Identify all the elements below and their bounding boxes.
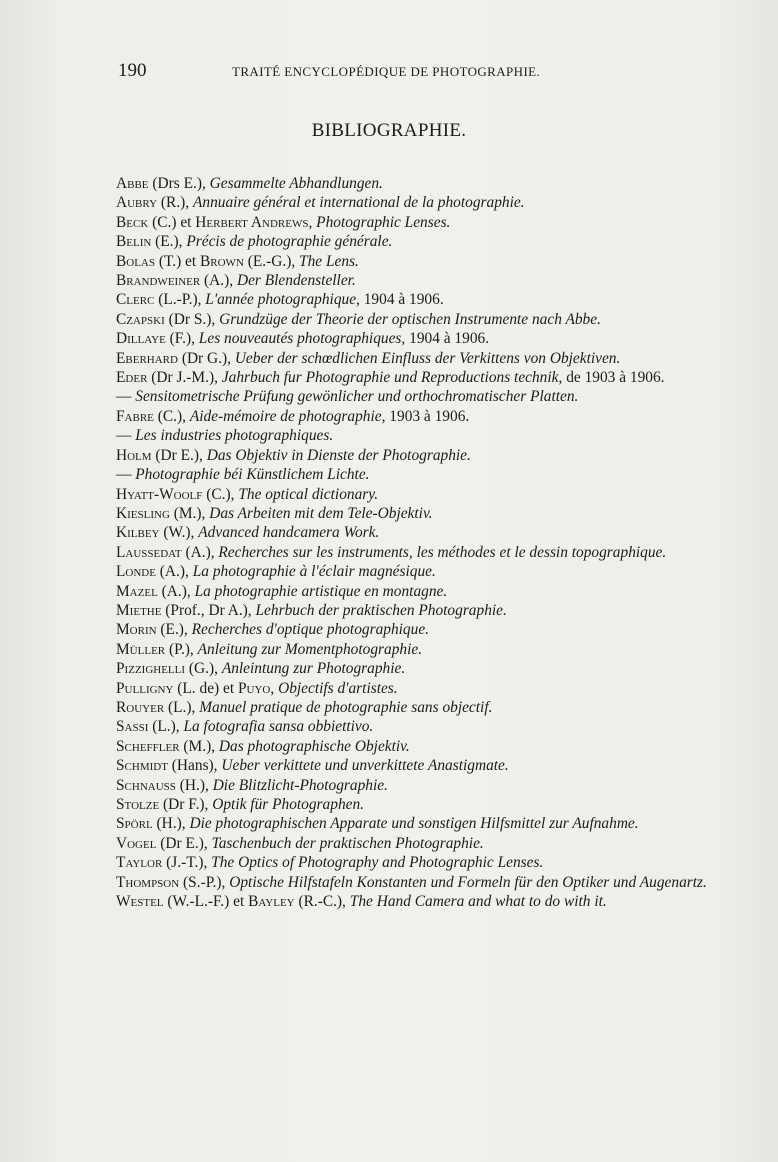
entry-initials: (C.),: [153, 407, 190, 425]
entry-details: de 1903 à 1906.: [562, 369, 665, 387]
entry-author: Sassi: [116, 718, 149, 736]
entry-title: Annuaire général et international de la photographie.: [193, 194, 525, 212]
entry-title: Das photographische Objektiv.: [218, 737, 410, 755]
entry-initials: (M.),: [179, 737, 219, 755]
entry-title: Précis de photographie générale.: [186, 233, 393, 251]
bibliography-entry: [116, 446, 710, 465]
bibliography-entry: [116, 873, 710, 892]
entry-title: La photographie à l'éclair magnésique.: [192, 563, 436, 581]
entry-initials: (E.),: [151, 233, 187, 251]
bibliography-entry: [116, 582, 710, 601]
entry-title: Optik für Photographen.: [212, 796, 365, 813]
entry-title: Das Objektiv in Dienste der Photographie.: [206, 446, 471, 464]
entry-author: Kilbey: [116, 524, 160, 542]
entry-title: Aide-mémoire de photographie,: [189, 407, 386, 425]
entry-author: Mazel: [116, 582, 158, 600]
running-head: [118, 60, 604, 84]
bibliography-entry: [116, 543, 710, 562]
entry-initials: (G.),: [185, 660, 222, 678]
entry-author: Londe: [116, 563, 156, 581]
entry-initials: (H.),: [175, 776, 213, 794]
entry-coauthor: Puyo: [237, 679, 271, 697]
entry-initials: (H.),: [152, 815, 190, 833]
entry-title: Die photographischen Apparate und sonstigen Hilfsmittel zur Aufnahme.: [189, 815, 639, 833]
entry-author: Beck: [116, 213, 149, 231]
entry-title: Der Blendensteller.: [236, 272, 356, 290]
entry-author: Eder: [116, 369, 148, 387]
entry-title: Lehrbuch der praktischen Photographie.: [255, 601, 507, 619]
entry-author: Czapski: [116, 310, 165, 328]
entry-author: Aubry: [116, 194, 158, 212]
entry-title: The Hand Camera and what to do with it.: [349, 893, 607, 911]
entry-details: 1904 à 1906.: [359, 291, 444, 309]
entry-author: Holm: [116, 446, 152, 464]
entry-initials: —: [116, 427, 136, 445]
entry-author: Taylor: [116, 854, 163, 872]
entry-initials: (A.),: [200, 272, 237, 290]
bibliography-entry: [116, 737, 710, 756]
entry-title: Taschenbuch der praktischen Photographie.: [211, 834, 484, 852]
entry-coauthor-initials: (R.-C.),: [294, 893, 350, 911]
entry-author: Schnauss: [116, 776, 176, 794]
entry-title: Photographie béi Künstlichem Lichte.: [135, 466, 370, 484]
entry-title: L'année photographique,: [205, 291, 360, 309]
bibliography-entry: [116, 368, 710, 387]
bibliography-entry: [116, 756, 710, 775]
entry-title: The Optics of Photography and Photographic Lenses.: [211, 854, 544, 872]
entry-author: Fabre: [116, 407, 154, 425]
bibliography-entry: [116, 174, 710, 193]
entry-author: Thompson: [116, 873, 180, 891]
bibliography-entry: [116, 310, 710, 329]
entry-author: Schmidt: [116, 757, 168, 775]
entry-initials: (A.),: [181, 543, 219, 561]
bibliography-entry: [116, 698, 710, 717]
bibliography-entry: [116, 329, 710, 348]
entry-initials: (Dr S.),: [164, 310, 220, 328]
entry-initials: (Dr G.),: [177, 349, 235, 367]
entry-author: Scheffler: [116, 737, 180, 755]
entry-title: Grundzüge der Theorie der optischen Instrumente nach Abbe.: [219, 310, 601, 328]
entry-title: Advanced handcamera Work.: [198, 524, 380, 542]
entry-author: Stolze: [116, 796, 160, 813]
entry-coauthor-initials: ,: [270, 679, 279, 697]
entry-initials: (L. de) et: [173, 679, 238, 697]
entry-title: La fotografia sansa obbiettivo.: [183, 718, 374, 736]
bibliography-entry: [116, 795, 710, 814]
entry-title: Optische Hilfstafeln Konstanten und Formeln für den Optiker und Augenartz.: [229, 873, 707, 891]
entry-details: 1903 à 1906.: [385, 407, 470, 425]
bibliography-entry: [116, 290, 710, 309]
entry-author: Spörl: [116, 815, 153, 833]
entry-author: Kiesling: [116, 504, 170, 522]
entry-title: Recherches sur les instruments, les méthodes et le dessin topographique.: [218, 543, 667, 561]
entry-author: Vogel: [116, 834, 157, 852]
entry-title: Sensitometrische Prüfung gewönlicher und orthochromatischer Platten.: [135, 388, 579, 406]
entry-title: Les nouveautés photographiques,: [198, 330, 406, 348]
entry-author: Morin: [116, 621, 157, 639]
entry-coauthor: Brown: [200, 252, 244, 270]
entry-coauthor-initials: ,: [308, 213, 317, 231]
entry-title: Anleitung zur Momentphotographie.: [197, 640, 423, 658]
entry-author: Pulligny: [116, 679, 174, 697]
entry-author: Eberhard: [116, 349, 178, 367]
entry-initials: (M.),: [169, 504, 210, 522]
entry-title: Die Blitzlicht-Photographie.: [212, 776, 388, 794]
bibliography-entry: [116, 562, 710, 581]
entry-initials: (Dr E.),: [156, 834, 212, 852]
entry-title: Objectifs d'artistes.: [278, 679, 398, 697]
entry-initials: (Hans),: [167, 757, 222, 775]
entry-author: Belin: [116, 233, 152, 251]
bibliography-entry: [116, 193, 710, 212]
section-title: BIBLIOGRAPHIE.: [311, 120, 467, 141]
entry-title: La photographie artistique en montagne.: [194, 582, 448, 600]
bibliography-entry: [116, 504, 710, 523]
entry-title: Recherches d'optique photographique.: [191, 621, 429, 639]
entry-author: Bolas: [116, 252, 155, 270]
bibliography-entry: [116, 659, 710, 678]
bibliography-entry: [116, 814, 710, 833]
entry-title: Manuel pratique de photographie sans objectif.: [199, 698, 493, 716]
entry-title: The Lens.: [299, 252, 359, 270]
entry-initials: (L.-P.),: [154, 291, 206, 309]
bibliography-entry: [116, 232, 710, 251]
bibliography-entry: [116, 853, 710, 872]
entry-initials: (Prof., Dr A.),: [161, 601, 256, 619]
bibliography-entry: [116, 601, 710, 620]
entry-title: Ueber verkittete und unverkittete Anastigmate.: [221, 757, 509, 775]
entry-initials: —: [116, 466, 136, 484]
entry-author: Pizzighelli: [116, 660, 186, 678]
entry-author: Laussedat: [116, 543, 182, 561]
entry-coauthor: Herbert Andrews: [195, 213, 309, 231]
bibliography-entry: [116, 407, 710, 426]
bibliography-entry: [116, 349, 710, 368]
entry-initials: (Drs E.),: [148, 175, 210, 192]
entry-title: Photographic Lenses.: [316, 213, 451, 231]
entry-initials: (W.),: [159, 524, 199, 542]
entry-initials: (C.),: [202, 485, 239, 503]
entry-author: Hyatt-Woolf: [116, 485, 203, 503]
bibliography-entry: [116, 776, 710, 795]
entry-coauthor: Bayley: [248, 893, 295, 911]
entry-title: The optical dictionary.: [238, 485, 379, 503]
entry-initials: (T.) et: [155, 252, 201, 270]
entry-author: Abbe: [116, 175, 149, 192]
entry-initials: —: [116, 388, 136, 406]
entry-initials: (R.),: [157, 194, 193, 212]
bibliography-entry: [116, 640, 710, 659]
entry-details: 1904 à 1906.: [405, 330, 490, 348]
bibliography-entry: [116, 892, 710, 911]
entry-initials: (Dr J.-M.),: [147, 369, 222, 387]
entry-author: Brandweiner: [116, 272, 201, 290]
entry-initials: (A.),: [157, 582, 195, 600]
bibliography-list: [116, 174, 710, 911]
bibliography-entry: [116, 426, 710, 445]
entry-initials: (L.),: [148, 718, 184, 736]
entry-initials: (W.-L.-F.) et: [163, 893, 249, 911]
entry-coauthor-initials: (E.-G.),: [243, 252, 300, 270]
entry-initials: (Dr E.),: [151, 446, 207, 464]
entry-initials: (E.),: [156, 621, 192, 639]
entry-initials: (C.) et: [148, 213, 196, 231]
entry-title: Ueber der schœdlichen Einfluss der Verkittens von Objektiven.: [234, 349, 621, 367]
bibliography-entry: [116, 485, 710, 504]
bibliography-entry: [116, 620, 710, 639]
entry-initials: (S.-P.),: [179, 873, 230, 891]
running-title: TRAITÉ ENCYCLOPÉDIQUE DE PHOTOGRAPHIE.: [232, 64, 541, 79]
entry-title: Das Arbeiten mit dem Tele-Objektiv.: [209, 504, 433, 522]
entry-initials: (J.-T.),: [162, 854, 212, 872]
entry-author: Müller: [116, 640, 166, 658]
bibliography-entry: [116, 387, 710, 406]
entry-initials: (F.),: [165, 330, 199, 348]
page-number: 190: [118, 60, 147, 81]
entry-initials: (A.),: [155, 563, 193, 581]
bibliography-entry: [116, 252, 710, 271]
entry-author: Westel: [116, 893, 164, 911]
entry-author: Clerc: [116, 291, 155, 309]
entry-title: Anleintung zur Photographie.: [221, 660, 406, 678]
bibliography-entry: [116, 213, 710, 232]
entry-author: Miethe: [116, 601, 162, 619]
entry-title: Les industries photographiques.: [135, 427, 334, 445]
entry-initials: (P.),: [165, 640, 198, 658]
entry-title: Gesammelte Abhandlungen.: [209, 175, 383, 192]
bibliography-entry: [116, 679, 710, 698]
bibliography-entry: [116, 271, 710, 290]
entry-author: Dillaye: [116, 330, 166, 348]
bibliography-entry: [116, 465, 710, 484]
entry-initials: (Dr F.),: [159, 796, 213, 813]
entry-author: Rouyer: [116, 698, 165, 716]
bibliography-entry: [116, 834, 710, 853]
bibliography-entry: [116, 717, 710, 736]
bibliography-entry: [116, 523, 710, 542]
entry-initials: (L.),: [164, 698, 200, 716]
entry-title: Jahrbuch fur Photographie und Reproductions technik,: [221, 369, 563, 387]
